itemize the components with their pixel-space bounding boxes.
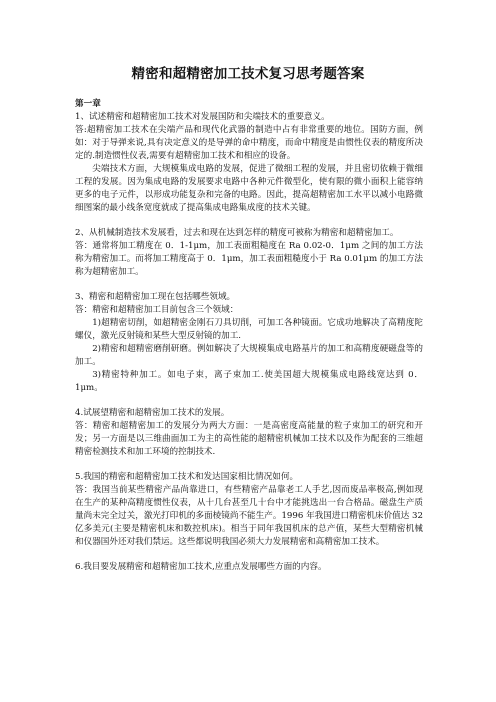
answer-3-intro: 答：精密和超精密加工目前包含三个领域： <box>75 305 239 315</box>
answer-1-part-1: 答:超精密加工技术在尖端产品和现代化武器的制造中占有非常重要的地位。国防方面，例如：对于导弹来说,具有决定意义的是导弹的命中精度，而命中精度是由惯性仪表的精度所决定的.制造惯性仪表,需要有超精密加工技术和相应的设备。 <box>75 125 423 161</box>
document-body <box>75 98 423 574</box>
document-title: 精密和超精密加工技术复习思考题答案 <box>131 66 365 82</box>
answer-4: 答：精密和超精密加工的发展分为两大方面：一是高密度高能量的粒子束加工的研究和开发；另一方面是以三维曲面加工为主的高性能的超精密机械加工技术以及作为配套的三维超精密检测技术和加工环境的控制技术. <box>75 421 423 457</box>
question-2: 2、从机械制造技术发展看，过去和现在达到怎样的精度可被称为精密和超精密加工。 <box>75 228 399 238</box>
question-6: 6.我目要发展精密和超精密加工技术,应重点发展哪些方面的内容。 <box>75 562 327 572</box>
question-4: 4.试展望精密和超精密加工技术的发展。 <box>75 408 230 418</box>
question-3: 3、精密和超精密加工现在包括哪些领域。 <box>75 292 236 302</box>
answer-2: 答：通常将加工精度在 0．1-1μm，加工表面粗糙度在 Ra 0.02-0．1μm 之间的加工方法称为精密加工。而将加工精度高于 0．1μm，加工表面粗糙度小于 Ra 0.01μm 的加工方法称为超精密加工。 <box>75 241 423 277</box>
chapter-heading: 第一章 <box>75 99 101 109</box>
answer-5: 答：我国当前某些精密产品尚靠进口，有些精密产品靠老工人手艺,因而废品率极高,例如现在生产的某种高精度惯性仪表，从十几台甚至几十台中才能挑选出一台合格品。磁盘生产质量尚未完全过关，激光打印机的多面棱镜尚不能生产。1996 年我国进口精密机床价值达 32 亿多美元(主要是精密机床和数控机床)。相当于同年我国机床的总产值，某些大型精密机械和仪器国外还对我们禁运。这些都说明我国必须大力发展精密和高精密加工技术。 <box>75 485 423 547</box>
answer-1-part-2: 尖端技术方面，大规模集成电路的发展，促进了微细工程的发展，并且密切依赖于微细工程的发展。因为集成电路的发展要求电路中各种元件微型化，使有限的微小面积上能容纳更多的电子元件，以形成功能复杂和完备的电路。因此，提高超精密加工水平以减小电路微细图案的最小线条宽度就成了提高集成电路集成度的技术关键。 <box>75 164 423 213</box>
answer-3-item-1: 1)超精密切削，如超精密金刚石刀具切削，可加工各种镜面。它成功地解决了高精度陀螺仪，激光反射镜和某些大型反射镜的加工. <box>75 318 423 341</box>
question-1: 1、试述精密和超精密加工技术对发展国防和尖端技术的重要意义。 <box>75 112 330 122</box>
question-5: 5.我国的精密和超精密加工技术和发达国家相比情况如何。 <box>75 472 299 482</box>
answer-3-item-2: 2)精密和超精密磨削研磨。例如解决了大规模集成电路基片的加工和高精度硬磁盘等的加工。 <box>75 344 423 367</box>
answer-3-item-3: 3)精密特种加工。如电子束，离子束加工.使美国超大规模集成电路线宽达到 0．1μm。 <box>75 370 423 393</box>
